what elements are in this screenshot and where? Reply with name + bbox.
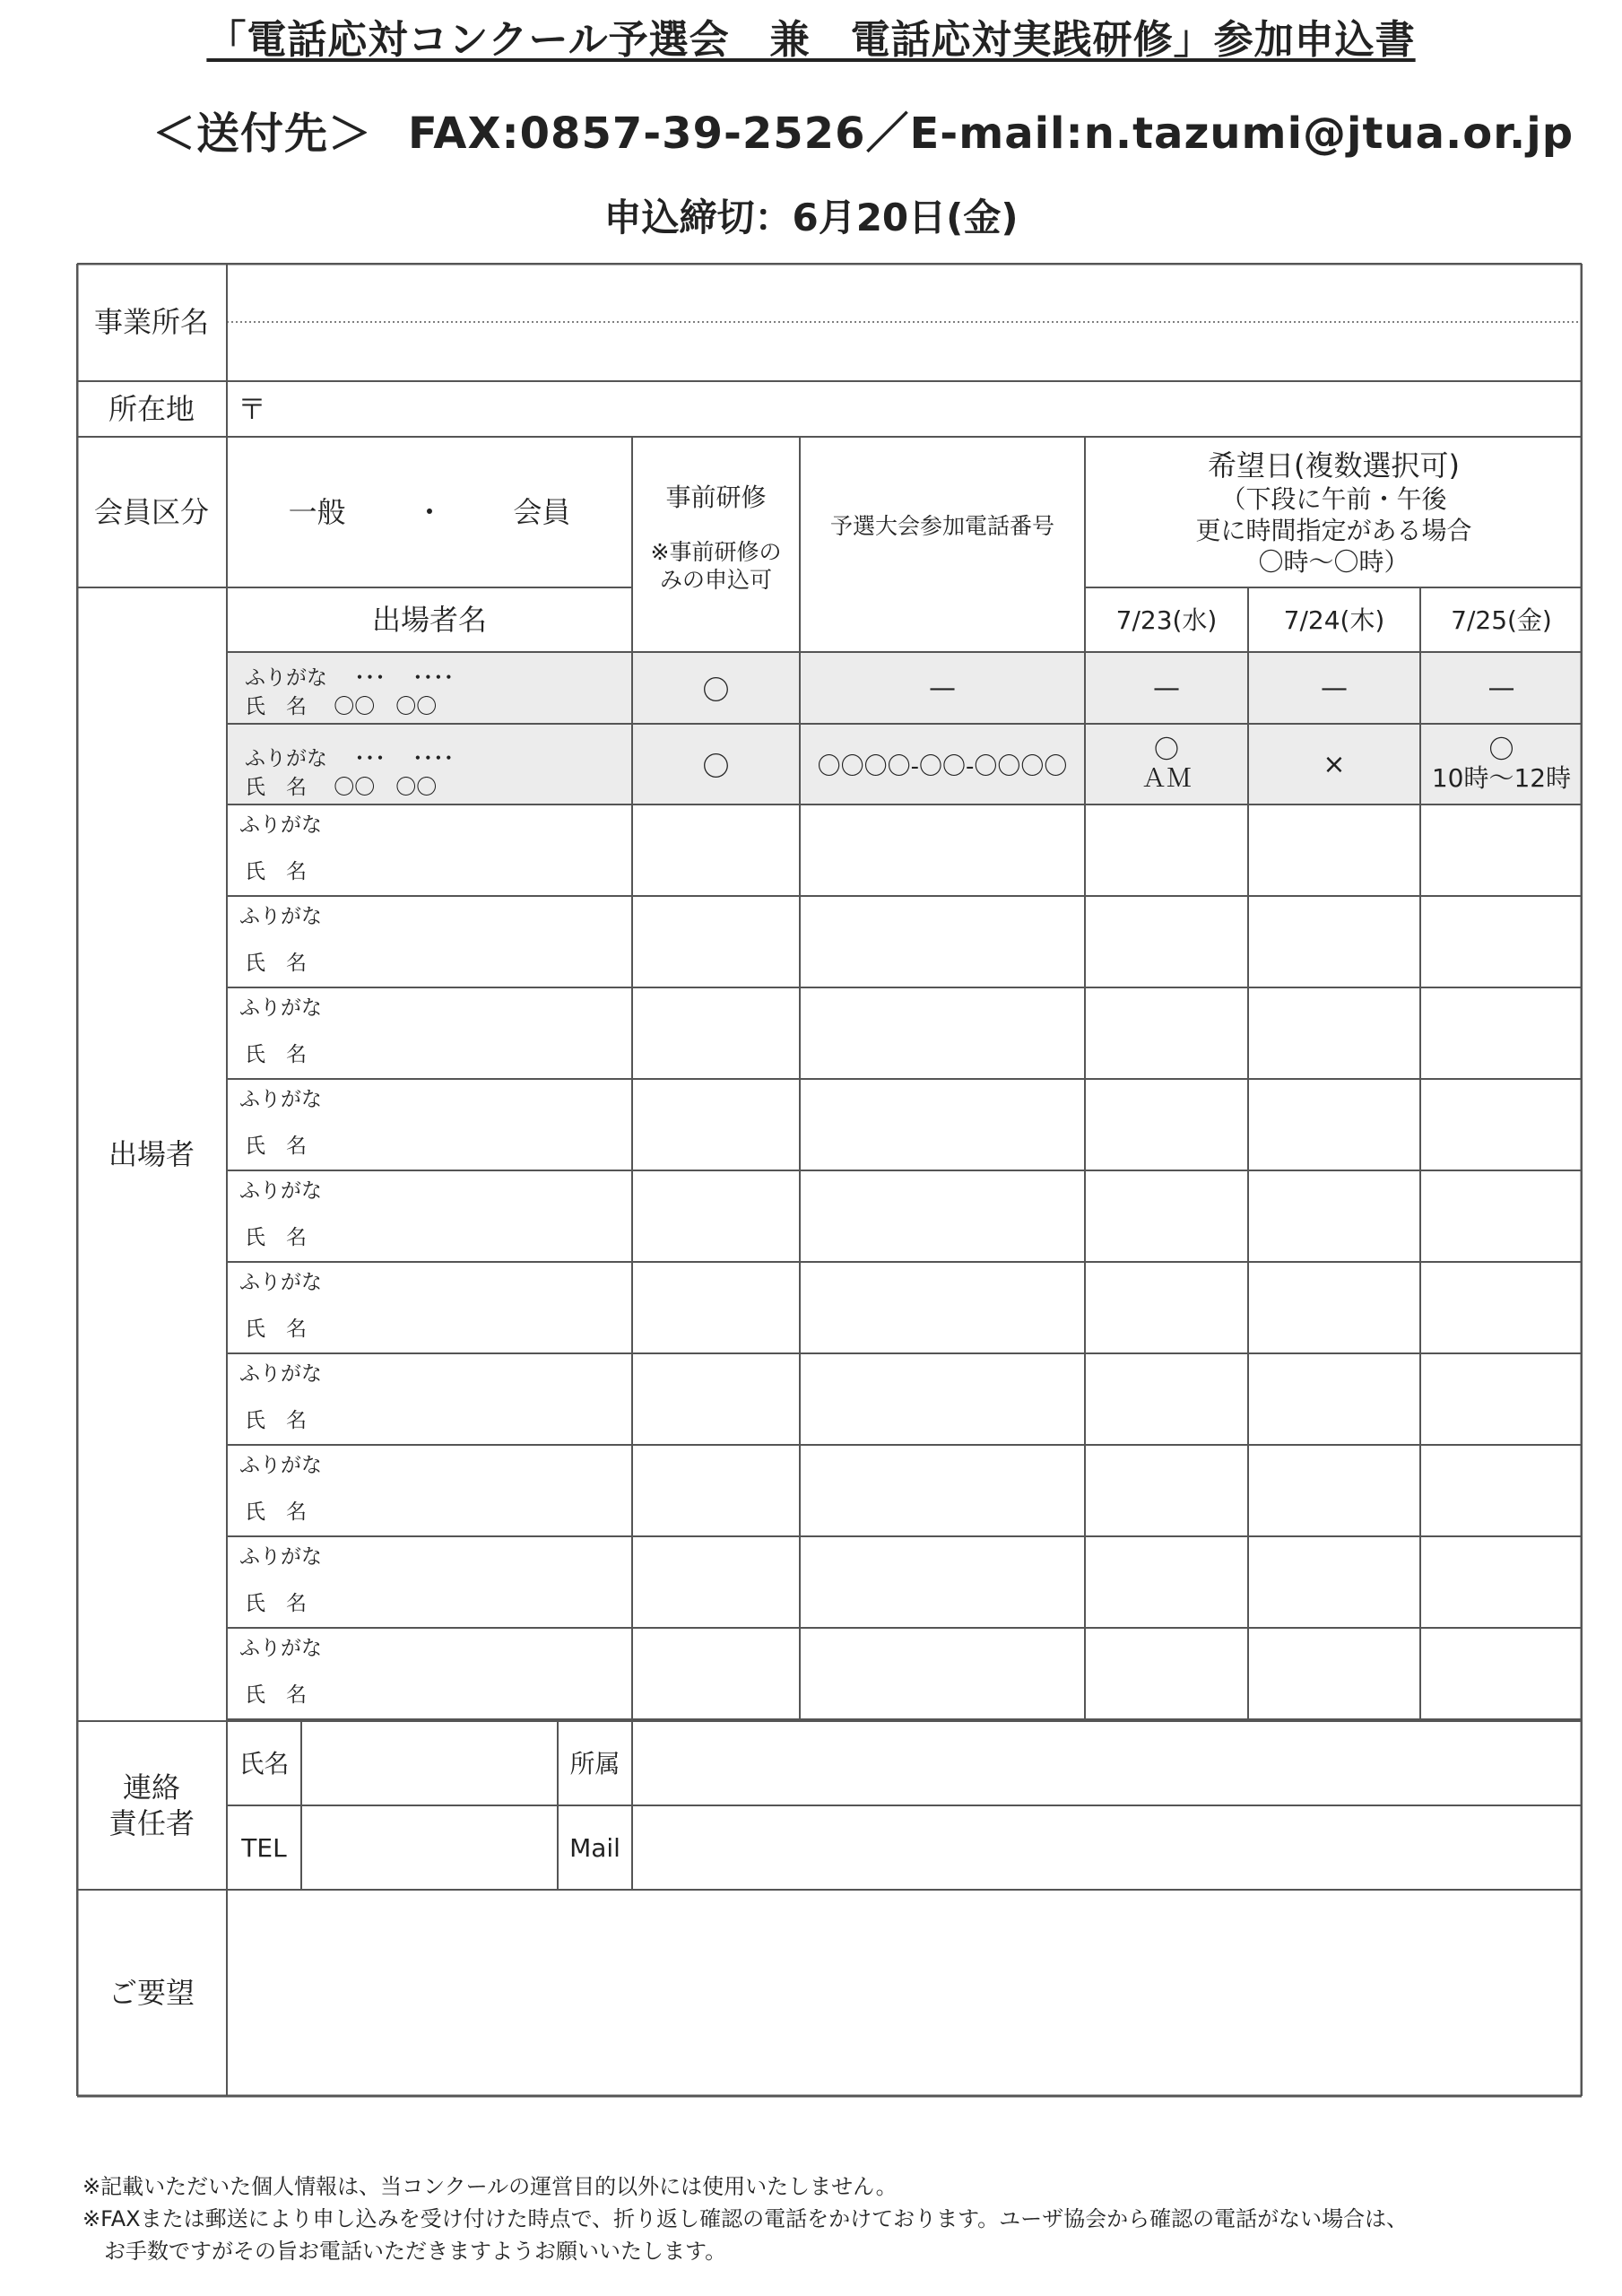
date2-field[interactable] (1248, 1353, 1420, 1445)
date2-field[interactable] (1248, 896, 1420, 987)
destination-label: ＜送付先＞ (152, 109, 373, 159)
furigana-label: ふりがな (239, 996, 322, 1020)
member-separator: ・ (414, 495, 444, 529)
date1-field[interactable] (1085, 1262, 1248, 1353)
furigana-label: ふりがな (239, 1362, 322, 1386)
requests-label: ご要望 (108, 1976, 195, 2010)
contact-tel-label: TEL (241, 1832, 287, 1863)
preferred-note-1: （下段に午前・午後 (1220, 483, 1447, 514)
phone-example: — (929, 672, 956, 704)
participant-name-field[interactable] (227, 896, 632, 987)
contact-affiliation-field[interactable] (632, 1721, 1583, 1805)
furigana-label: ふりがな (239, 813, 322, 837)
contact-affiliation-label: 所属 (569, 1748, 620, 1779)
member-type-options[interactable] (227, 437, 632, 587)
phone-number-field[interactable] (800, 1170, 1085, 1262)
preferred-date-title: 希望日(複数選択可) (1208, 448, 1460, 483)
date3-field[interactable] (1420, 896, 1583, 987)
contact-label-2: 責任者 (108, 1806, 195, 1840)
note-privacy: ※記載いただいた個人情報は、当コンクールの運営目的以外には使用いたしません。 (82, 2174, 898, 2199)
furigana-label: ふりがな (239, 1088, 322, 1111)
preferred-note-3: 〇時～〇時） (1258, 546, 1409, 577)
date1-field[interactable] (1085, 1536, 1248, 1628)
date1-field[interactable] (1085, 1628, 1248, 1719)
name-label: 氏 名 (245, 860, 307, 883)
phone-number-header: 予選大会参加電話番号 (829, 513, 1054, 540)
name-label: 氏 名 (245, 1135, 307, 1158)
pre-training-note-1: ※事前研修の (650, 539, 782, 565)
office-name-label: 事業所名 (93, 305, 209, 339)
pre-training-field[interactable] (632, 804, 800, 896)
participant-name-header: 出場者名 (371, 603, 487, 637)
date1-field[interactable] (1085, 804, 1248, 896)
pre-training-header (632, 437, 800, 652)
preferred-note-2: 更に時間指定がある場合 (1195, 515, 1472, 545)
member-type-label: 会員区分 (93, 495, 209, 529)
participant-name-field[interactable] (227, 1445, 632, 1536)
pre-training-field[interactable] (632, 1628, 800, 1719)
phone-number-field[interactable] (800, 804, 1085, 896)
contact-mail-field[interactable] (632, 1805, 1583, 1890)
participant-name-field[interactable] (227, 987, 632, 1079)
address-field[interactable] (227, 381, 1583, 437)
participant-name-field[interactable] (227, 1079, 632, 1170)
address-label: 所在地 (108, 392, 195, 426)
date1-field[interactable] (1085, 1445, 1248, 1536)
name-label: 氏 名 (245, 952, 307, 975)
contact-name-label: 氏名 (239, 1748, 290, 1779)
date3-field[interactable] (1420, 1353, 1583, 1445)
participant-name-field[interactable] (227, 1262, 632, 1353)
destination-line (152, 99, 1574, 161)
contact-label (76, 1721, 227, 1890)
date3-field[interactable] (1420, 1262, 1583, 1353)
date3-field[interactable] (1420, 1079, 1583, 1170)
member-general-option[interactable]: 一般 (288, 495, 346, 529)
phone-example: 〇〇〇〇-〇〇-〇〇〇〇 (817, 752, 1068, 780)
pre-training-note-2: みの申込可 (659, 567, 772, 594)
date2-field[interactable] (1248, 1628, 1420, 1719)
pre-training-field[interactable] (632, 1262, 800, 1353)
furigana-label: ふりがな (239, 1179, 322, 1203)
name-example: 氏 名 〇〇 〇〇 (245, 776, 438, 799)
pre-training-field[interactable] (632, 896, 800, 987)
date1-mark-top: 〇 (1153, 734, 1179, 764)
date3-mark (1420, 724, 1583, 804)
date3-field[interactable] (1420, 1170, 1583, 1262)
pre-training-mark: 〇 (702, 752, 730, 783)
date1-mark-bottom: ＡＭ (1141, 763, 1192, 793)
application-form (76, 263, 1583, 2108)
pre-training-field[interactable] (632, 1353, 800, 1445)
date1-field[interactable] (1085, 896, 1248, 987)
date3-field[interactable] (1420, 1536, 1583, 1628)
name-label: 氏 名 (245, 1592, 307, 1615)
contact-tel-field[interactable] (301, 1805, 558, 1890)
phone-number-field[interactable] (800, 1445, 1085, 1536)
date3-field[interactable] (1420, 804, 1583, 896)
phone-number-field[interactable] (800, 1079, 1085, 1170)
date3-field[interactable] (1420, 1628, 1583, 1719)
date2-field[interactable] (1248, 804, 1420, 896)
furigana-label: ふりがな (239, 905, 322, 928)
name-example: 氏 名 〇〇 〇〇 (245, 695, 438, 718)
participant-name-field[interactable] (227, 1536, 632, 1628)
phone-number-field[interactable] (800, 1262, 1085, 1353)
member-member-option[interactable]: 会員 (513, 495, 571, 529)
pre-training-field[interactable] (632, 1445, 800, 1536)
phone-number-field[interactable] (800, 987, 1085, 1079)
name-label: 氏 名 (245, 1409, 307, 1432)
participant-name-field[interactable] (227, 1353, 632, 1445)
contact-label-1: 連絡 (122, 1770, 180, 1805)
office-name-field[interactable] (227, 263, 1583, 381)
deadline: 申込締切：6月20日(金) (603, 196, 1019, 239)
pre-training-field[interactable] (632, 1536, 800, 1628)
requests-field[interactable] (227, 1890, 1583, 2096)
date-header-3: 7/25(金) (1451, 604, 1552, 635)
date1-mark (1085, 724, 1248, 804)
date2-field[interactable] (1248, 1079, 1420, 1170)
date2-field[interactable] (1248, 1262, 1420, 1353)
pre-training-field[interactable] (632, 1170, 800, 1262)
form-title: 「電話応対コンクール予選会 兼 電話応対実践研修」参加申込書 (206, 17, 1416, 63)
date2-field[interactable] (1248, 1445, 1420, 1536)
fax-email: FAX:0857-39-2526／E-mail:n.tazumi@jtua.or.jp (408, 109, 1574, 159)
furigana-label: ふりがな (239, 1637, 322, 1660)
phone-number-field[interactable] (800, 1536, 1085, 1628)
name-label: 氏 名 (245, 1226, 307, 1249)
date1-field[interactable] (1085, 1170, 1248, 1262)
note-contact-request: お手数ですがその旨お電話いただきますようお願いいたします。 (82, 2239, 727, 2264)
date3-field[interactable] (1420, 1445, 1583, 1536)
date1-field[interactable] (1085, 987, 1248, 1079)
date3-mark-top: 〇 (1488, 734, 1514, 764)
contact-name-field[interactable] (301, 1721, 558, 1805)
date-header-2: 7/24(木) (1283, 604, 1385, 635)
postal-mark: 〒 (238, 392, 267, 426)
phone-number-field[interactable] (800, 896, 1085, 987)
date3-mark: — (1488, 672, 1515, 704)
pre-training-mark: 〇 (702, 675, 730, 707)
date2-field[interactable] (1248, 1536, 1420, 1628)
phone-number-field[interactable] (800, 1353, 1085, 1445)
date3-mark-bottom: 10時～12時 (1431, 763, 1572, 793)
date2-field[interactable] (1248, 987, 1420, 1079)
furigana-example: ふりがな ･･･ ････ (245, 666, 455, 690)
date1-field[interactable] (1085, 1353, 1248, 1445)
date1-field[interactable] (1085, 1079, 1248, 1170)
date2-mark: × (1323, 748, 1346, 780)
date-header-1: 7/23(水) (1115, 604, 1218, 635)
furigana-label: ふりがな (239, 1271, 322, 1294)
name-label: 氏 名 (245, 1318, 307, 1341)
phone-number-field[interactable] (800, 1628, 1085, 1719)
pre-training-field[interactable] (632, 1079, 800, 1170)
date1-mark: — (1153, 672, 1180, 704)
name-label: 氏 名 (245, 1683, 307, 1707)
date3-field[interactable] (1420, 987, 1583, 1079)
participant-name-field[interactable] (227, 1628, 632, 1719)
contact-mail-label: Mail (569, 1832, 620, 1863)
furigana-label: ふりがな (239, 1454, 322, 1477)
participant-name-field[interactable] (227, 1170, 632, 1262)
date2-mark: — (1321, 672, 1348, 704)
note-confirmation: ※FAXまたは郵送により申し込みを受け付けた時点で、折り返し確認の電話をかけております。ユーザ協会から確認の電話がない場合は、 (82, 2206, 1409, 2231)
preferred-date-header (1085, 437, 1583, 587)
name-label: 氏 名 (245, 1043, 307, 1066)
furigana-label: ふりがな (239, 1545, 322, 1569)
name-label: 氏 名 (245, 1500, 307, 1524)
participant-name-field[interactable] (227, 804, 632, 896)
pre-training-field[interactable] (632, 987, 800, 1079)
date2-field[interactable] (1248, 1170, 1420, 1262)
pre-training-title: 事前研修 (665, 483, 767, 512)
furigana-example: ふりがな ･･･ ････ (245, 747, 455, 770)
participants-label: 出場者 (108, 1137, 195, 1171)
